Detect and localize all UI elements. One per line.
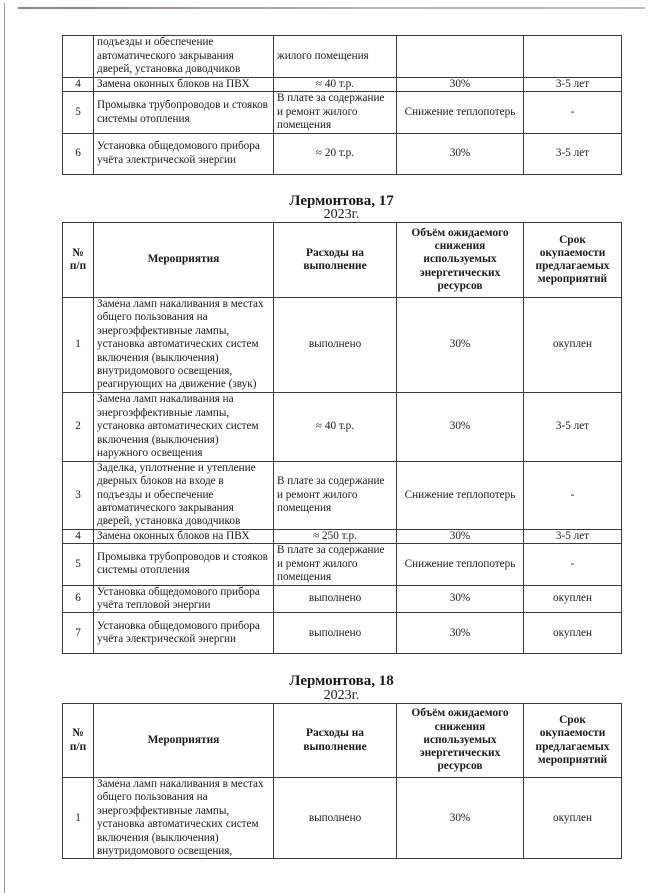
table-row: [63, 585, 622, 613]
row-number: [63, 36, 94, 78]
table-row: [63, 92, 622, 133]
activity-cell: Замена оконных блоков на ПВХ: [94, 78, 274, 92]
scan-edge-top: [18, 7, 645, 9]
scan-edge-left: [4, 3, 5, 893]
cost-cell: выполнено: [274, 298, 397, 393]
reduction-cell: 30%: [397, 529, 524, 543]
reduction-cell: Снижение теплопотерь: [397, 544, 524, 585]
row-number: 5: [63, 544, 94, 585]
reduction-cell: Снижение теплопотерь: [397, 92, 524, 133]
reduction-cell: 30%: [397, 78, 524, 92]
cost-cell: В плате за содержание и ремонт жилого помещения: [274, 461, 397, 529]
payback-cell: 3-5 лет: [524, 529, 622, 543]
reduction-cell: Снижение теплопотерь: [397, 461, 524, 529]
activity-cell: Установка общедомового прибора учёта электрической энергии: [94, 133, 274, 174]
activity-cell: Замена ламп накаливания на энергоэффективные лампы, установка автоматических систем включения (выключения) наружного освещения: [94, 392, 274, 461]
table-row: [63, 461, 622, 529]
header-num: № п/п: [63, 704, 94, 778]
header-payback: Срок окупаемости предлагаемых мероприятий: [524, 223, 622, 298]
cost-cell: выполнено: [274, 585, 397, 613]
activity-cell: Промывка трубопроводов и стояков системы отопления: [94, 92, 274, 133]
reduction-cell: 30%: [397, 133, 524, 174]
row-number: 2: [63, 392, 94, 461]
header-activity: Мероприятия: [94, 223, 274, 298]
activity-cell: Замена ламп накаливания в местах общего пользования на энергоэффективные лампы, установка автоматических систем включения (выключения) внутридомового освещения,: [94, 778, 274, 859]
row-number: 4: [63, 529, 94, 543]
cost-cell: ≈ 20 т.р.: [274, 133, 397, 174]
activity-cell: Установка общедомового прибора учёта электрической энергии: [94, 613, 274, 654]
table-row: [63, 78, 622, 92]
measures-table-continued: [62, 35, 622, 175]
row-number: 6: [63, 585, 94, 613]
reduction-cell: 30%: [397, 778, 524, 859]
header-num: № п/п: [63, 223, 94, 298]
table-row: [63, 298, 622, 393]
header-cost: Расходы на выполнение: [274, 223, 397, 298]
header-reduction: Объём ожидаемого снижения используемых энергетических ресурсов: [397, 704, 524, 778]
cost-cell: выполнено: [274, 613, 397, 654]
reduction-cell: 30%: [397, 613, 524, 654]
section-year-lermontova-17: 2023г.: [323, 207, 360, 222]
table-row: [63, 133, 622, 174]
payback-cell: окуплен: [524, 613, 622, 654]
measures-table-lermontova-18: [62, 703, 622, 859]
reduction-cell: [397, 36, 524, 78]
measures-table-lermontova-17: [62, 222, 622, 654]
cost-cell: ≈ 40 т.р.: [274, 78, 397, 92]
cost-cell: выполнено: [274, 778, 397, 859]
row-number: 6: [63, 133, 94, 174]
activity-cell: Установка общедомового прибора учёта тепловой энергии: [94, 585, 274, 613]
activity-cell: Промывка трубопроводов и стояков системы отопления: [94, 544, 274, 585]
header-payback: Срок окупаемости предлагаемых мероприятий: [524, 704, 622, 778]
payback-cell: 3-5 лет: [524, 78, 622, 92]
payback-cell: окуплен: [524, 298, 622, 393]
activity-cell: Замена ламп накаливания в местах общего пользования на энергоэффективные лампы, установка автоматических систем включения (выключения) внутридомового освещения, реагирующих на движение (звук): [94, 298, 274, 393]
payback-cell: 3-5 лет: [524, 392, 622, 461]
cost-cell: ≈ 250 т.р.: [274, 529, 397, 543]
activity-cell: Заделка, уплотнение и утепление дверных блоков на входе в подъезды и обеспечение автоматического закрывания дверей, установка доводчиков: [94, 461, 274, 529]
row-number: 1: [63, 778, 94, 859]
payback-cell: [524, 36, 622, 78]
payback-cell: -: [524, 461, 622, 529]
cost-cell: ≈ 40 т.р.: [274, 392, 397, 461]
payback-cell: окуплен: [524, 585, 622, 613]
row-number: 4: [63, 78, 94, 92]
activity-cell: Замена оконных блоков на ПВХ: [94, 529, 274, 543]
row-number: 7: [63, 613, 94, 654]
row-number: 5: [63, 92, 94, 133]
reduction-cell: 30%: [397, 392, 524, 461]
table-row: [63, 529, 622, 543]
section-title-lermontova-18: Лермонтова, 18: [289, 673, 394, 689]
header-cost: Расходы на выполнение: [274, 704, 397, 778]
table-row: [63, 544, 622, 585]
row-number: 1: [63, 298, 94, 393]
payback-cell: окуплен: [524, 778, 622, 859]
reduction-cell: 30%: [397, 585, 524, 613]
table-row: [63, 613, 622, 654]
cost-cell: жилого помещения: [274, 36, 397, 78]
table-header-row: [63, 223, 622, 298]
row-number: 3: [63, 461, 94, 529]
section-title-lermontova-17: Лермонтова, 17: [289, 193, 394, 209]
cost-cell: В плате за содержание и ремонт жилого помещения: [274, 92, 397, 133]
activity-cell: подъезды и обеспечение автоматического закрывания дверей, установка доводчиков: [94, 36, 274, 78]
payback-cell: -: [524, 92, 622, 133]
table-row: [63, 778, 622, 859]
section-year-lermontova-18: 2023г.: [323, 688, 360, 703]
table-header-row: [63, 704, 622, 778]
table-row: [63, 392, 622, 461]
cost-cell: В плате за содержание и ремонт жилого помещения: [274, 544, 397, 585]
header-reduction: Объём ожидаемого снижения используемых энергетических ресурсов: [397, 223, 524, 298]
header-activity: Мероприятия: [94, 704, 274, 778]
reduction-cell: 30%: [397, 298, 524, 393]
payback-cell: -: [524, 544, 622, 585]
table-row: [63, 36, 622, 78]
payback-cell: 3-5 лет: [524, 133, 622, 174]
